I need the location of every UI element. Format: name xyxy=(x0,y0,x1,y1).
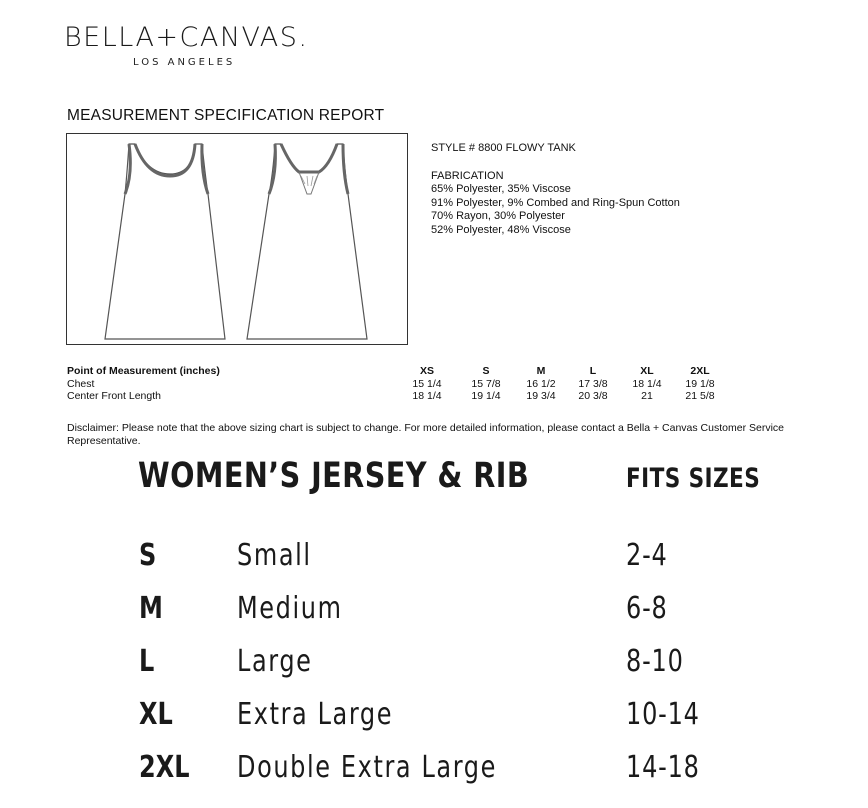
size-code: 2XL xyxy=(139,750,190,785)
size-code: XL xyxy=(139,697,173,732)
size-name: Small xyxy=(237,538,312,573)
fits-sizes-heading: FITS SIZES xyxy=(626,463,761,494)
fit-row xyxy=(0,750,868,802)
garment-illustration xyxy=(66,133,408,345)
size-value: 21 5/8 xyxy=(685,390,715,402)
style-number: STYLE # 8800 FLOWY TANK xyxy=(431,142,576,154)
size-column-xs xyxy=(407,365,447,403)
tank-back-view xyxy=(247,144,367,339)
size-value: 21 xyxy=(641,390,653,402)
fabrication-item: 70% Rayon, 30% Polyester xyxy=(431,210,565,222)
size-column-m xyxy=(521,365,561,403)
size-name: Extra Large xyxy=(237,697,394,732)
fabrication-item: 91% Polyester, 9% Combed and Ring-Spun Cotton xyxy=(431,196,680,209)
measurement-row-label: Center Front Length xyxy=(67,390,161,402)
size-header: M xyxy=(536,365,546,377)
size-value: 17 3/8 xyxy=(578,377,608,390)
fits-sizes: 2-4 xyxy=(626,538,668,573)
tank-front-view xyxy=(105,144,225,339)
size-header: L xyxy=(589,365,597,377)
size-value: 18 1/4 xyxy=(412,390,442,402)
size-value: 16 1/2 xyxy=(526,377,556,390)
size-code: M xyxy=(139,591,163,626)
tank-drawing xyxy=(67,134,409,346)
brand-tagline: LOS ANGELES xyxy=(133,57,236,68)
size-column-l xyxy=(573,365,613,403)
size-header: S xyxy=(482,365,490,377)
fit-row xyxy=(0,644,868,696)
size-column-2xl xyxy=(680,365,720,403)
fit-row xyxy=(0,538,868,590)
size-header: 2XL xyxy=(690,365,710,377)
size-code: S xyxy=(139,538,157,573)
size-code: L xyxy=(139,644,155,679)
size-name: Medium xyxy=(237,591,343,626)
size-value: 19 1/4 xyxy=(471,390,501,402)
size-value: 15 7/8 xyxy=(471,377,501,390)
size-name: Double Extra Large xyxy=(237,750,497,785)
size-column-s xyxy=(466,365,506,403)
fit-row xyxy=(0,697,868,749)
report-title: MEASUREMENT SPECIFICATION REPORT xyxy=(67,107,385,124)
brand-logo: BELLA+CANVAS. xyxy=(64,22,309,53)
fabrication-heading: FABRICATION xyxy=(431,170,504,182)
size-header: XS xyxy=(419,365,434,377)
size-value: 20 3/8 xyxy=(578,390,608,402)
fit-chart-title: WOMEN’S JERSEY & RIB xyxy=(138,456,530,496)
measurement-header: Point of Measurement (inches) xyxy=(67,365,220,377)
size-value: 19 3/4 xyxy=(526,390,556,402)
size-value: 18 1/4 xyxy=(632,377,662,390)
fabrication-item: 65% Polyester, 35% Viscose xyxy=(431,183,571,195)
fabrication-item: 52% Polyester, 48% Viscose xyxy=(431,223,571,236)
fits-sizes: 6-8 xyxy=(626,591,668,626)
disclaimer: Disclaimer: Please note that the above sizing chart is subject to change. For more detailed information, please contact a Bella + Canvas Customer Service Representative. xyxy=(67,422,784,447)
size-value: 15 1/4 xyxy=(412,377,442,390)
size-name: Large xyxy=(237,644,313,679)
size-value: 19 1/8 xyxy=(685,377,715,390)
fit-row xyxy=(0,591,868,643)
fits-sizes: 10-14 xyxy=(626,697,700,732)
measurement-row-label: Chest xyxy=(67,377,95,390)
size-column-xl xyxy=(627,365,667,403)
fits-sizes: 14-18 xyxy=(626,750,700,785)
measurement-labels xyxy=(67,365,220,403)
fits-sizes: 8-10 xyxy=(626,644,684,679)
size-header: XL xyxy=(640,365,654,377)
fabrication-list xyxy=(431,183,680,237)
